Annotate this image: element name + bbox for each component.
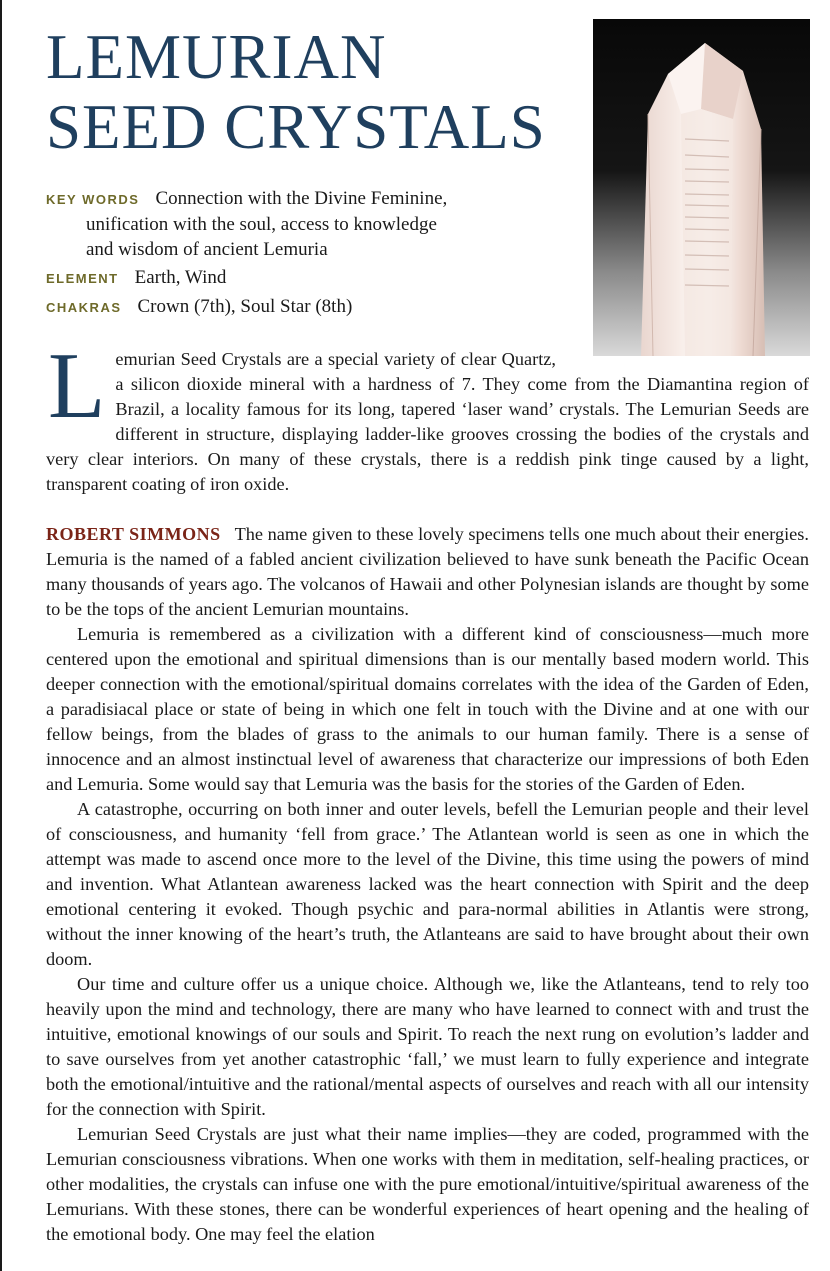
intro-paragraph <box>46 334 809 497</box>
element-value: Earth, Wind <box>134 267 227 288</box>
key-words-block <box>46 186 447 262</box>
chakras-row <box>46 294 352 320</box>
page-edge <box>0 0 2 1271</box>
element-label: ELEMENT <box>46 271 119 286</box>
paragraph-4: Our time and culture offer us a unique choice. Although we, like the Atlanteans, tend to rely too heavily upon the mind and technology, there are many who have learned to connect with and trust the intuitive, emotional knowings of our souls and Spirit. To reach the next rung on evolution’s ladder and to save ourselves from yet another catastrophic ‘fall,’ we must learn to fully experience and integrate both the emotional/intuitive and the rational/mental aspects of ourselves and reach with all our intensity for the connection with Spirit. <box>46 974 809 1119</box>
key-words-line-2: unification with the soul, access to knowledge <box>86 214 437 235</box>
author-name: ROBERT SIMMONS <box>46 524 221 544</box>
crystal-photo <box>593 19 810 356</box>
paragraph-2: Lemuria is remembered as a civilization with a different kind of consciousness—much more centered upon the emotional and spiritual dimensions than is our mentally based modern world. This deeper connection with the emotional/spiritual domains correlates with the idea of the Garden of Eden, a paradisiacal place or state of being in which one felt in touch with the Divine and at one with our fellow beings, from the blades of grass to the animals to our human family. There is a sense of innocence and an almost instinctual level of awareness that characterize our impressions of both Eden and Lemuria. Some would say that Lemuria was the basis for the stories of the Garden of Eden. <box>46 624 809 794</box>
key-words-line-1: Connection with the Divine Feminine, <box>155 188 448 209</box>
drop-cap: L <box>48 334 106 438</box>
paragraph-1 <box>46 522 809 622</box>
key-words-label: KEY WORDS <box>46 192 140 207</box>
paragraph-5: Lemurian Seed Crystals are just what their name implies—they are coded, programmed with the Lemurian consciousness vibrations. When one works with them in meditation, self-healing practices, or other modalities, the crystals can infuse one with the pure emotional/intuitive/spiritual awareness of the Lemurians. With these stones, there can be wonderful experiences of heart opening and the healing of the emotional body. One may feel the elation <box>46 1124 809 1244</box>
intro-text: emurian Seed Crystals are a special variety of clear Quartz, a silicon dioxide mineral with a hardness of 7. They come from the Diamantina region of Brazil, a locality famous for its long, tapered ‘laser wand’ crystals. The Lemurian Seeds are different in structure, displaying ladder-like grooves crossing the bodies of the crystals and very clear interiors. On many of these crystals, there is a reddish pink tinge caused by a light, transparent coating of iron oxide. <box>46 349 809 494</box>
page-title <box>46 22 546 162</box>
chakras-value: Crown (7th), Soul Star (8th) <box>137 296 353 317</box>
chakras-label: CHAKRAS <box>46 300 122 315</box>
article-body <box>46 334 809 1247</box>
title-line-1: LEMURIAN <box>46 22 387 92</box>
key-words-line-3: and wisdom of ancient Lemuria <box>86 239 328 260</box>
element-row <box>46 265 226 291</box>
paragraph-1-text: The name given to these lovely specimens tells one much about their energies. Lemuria is the named of a fabled ancient civilization believed to have sunk beneath the Pacific Ocean many thousands of years ago. The volcanos of Hawaii and other Polynesian islands are thought by some to be the tops of the ancient Lemurian mountains. <box>46 524 809 619</box>
paragraph-3: A catastrophe, occurring on both inner and outer levels, befell the Lemurian people and their level of consciousness, and humanity ‘fell from grace.’ The Atlantean world is seen as one in which the attempt was made to ascend once more to the level of the Divine, this time using the powers of mind and invention. What Atlantean awareness lacked was the heart connection with Spirit and the deep emotional centering it evoked. Though psychic and para-normal abilities in Atlantis were strong, without the inner knowing of the heart’s truth, the Atlanteans are said to have brought about their own doom. <box>46 799 809 969</box>
title-line-2: SEED CRYSTALS <box>46 92 546 162</box>
